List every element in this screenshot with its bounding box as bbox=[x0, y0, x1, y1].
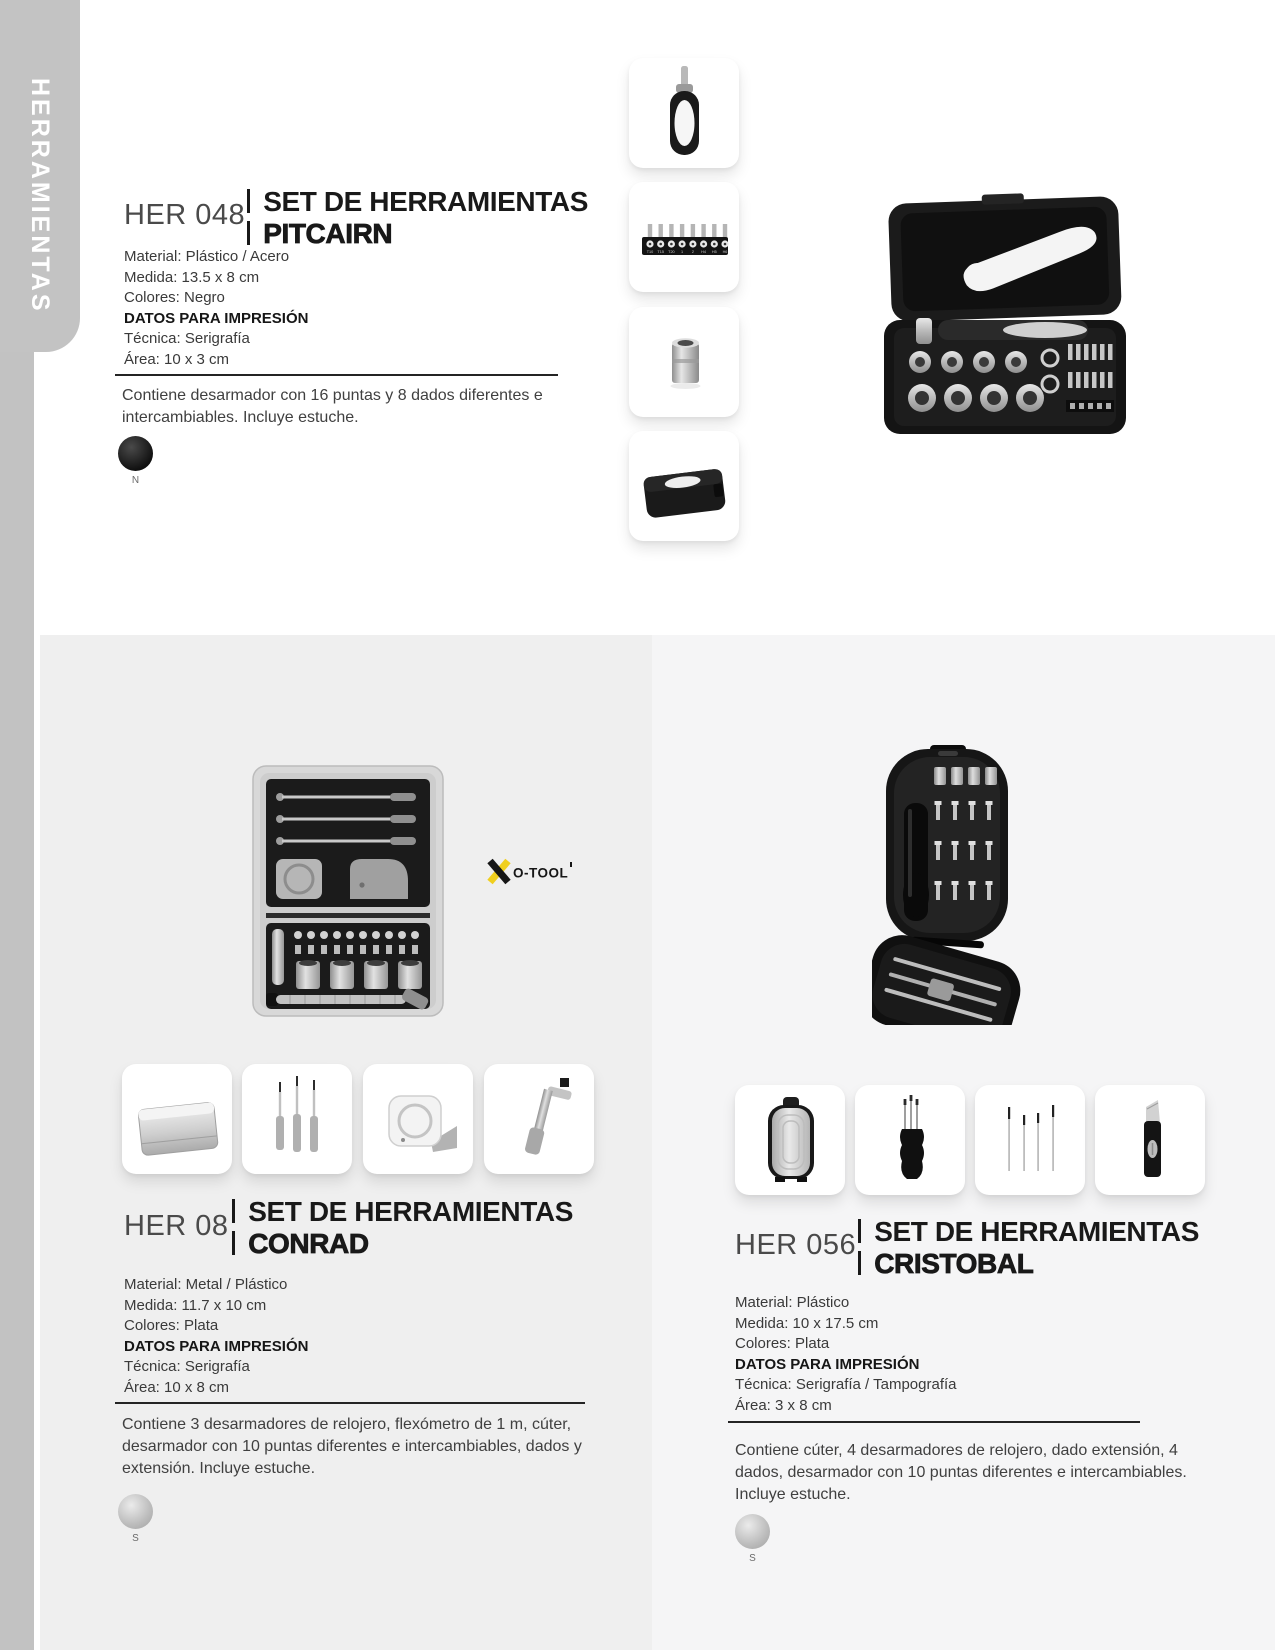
spec-area: Área: 10 x 8 cm bbox=[124, 1378, 230, 1396]
precision-screwdrivers-icon bbox=[975, 1085, 1085, 1195]
spec-tecnica: Técnica: Serigrafía bbox=[124, 1358, 250, 1376]
tape-measure-cutter-icon bbox=[363, 1064, 473, 1174]
product-code: HER 056 bbox=[735, 1229, 857, 1261]
thumbnail-card bbox=[363, 1064, 473, 1174]
title-text: CRISTOBAL bbox=[874, 1248, 1034, 1279]
thumbnail-card bbox=[242, 1064, 352, 1174]
product-title-line2 bbox=[232, 1228, 573, 1260]
title-text: PITCAIRN bbox=[263, 218, 393, 249]
product-title-line1 bbox=[232, 1196, 573, 1228]
print-specs bbox=[124, 1275, 308, 1399]
bit-label: 1 bbox=[681, 249, 684, 254]
color-swatch-label: N bbox=[131, 475, 140, 486]
color-swatch-plata bbox=[118, 1494, 153, 1529]
thumbnail-card bbox=[629, 431, 739, 541]
spec-tecnica: Técnica: Serigrafía / Tampografía bbox=[735, 1376, 957, 1394]
title-bar bbox=[247, 189, 250, 213]
description-line: extensión. Incluye estuche. bbox=[122, 1460, 316, 1477]
spec-material: Material: Plástico / Acero bbox=[124, 248, 290, 265]
product-title bbox=[858, 1216, 1199, 1280]
spec-material: Material: Metal / Plástico bbox=[124, 1276, 288, 1293]
description-line: Contiene cúter, 4 desarmadores de relojero, dado extensión, 4 bbox=[735, 1442, 1178, 1459]
brand-logo bbox=[487, 857, 575, 887]
spec-material: Material: Plástico bbox=[735, 1294, 850, 1311]
bit-strip-icon bbox=[629, 182, 739, 292]
description-line: desarmador con 10 puntas diferentes e intercambiables, dados y bbox=[122, 1438, 582, 1455]
divider-rule bbox=[115, 374, 558, 376]
category-label: HERRAMIENTAS bbox=[26, 78, 54, 314]
print-specs bbox=[735, 1293, 957, 1417]
bit-label: 2 bbox=[691, 249, 694, 254]
title-bar bbox=[232, 1231, 235, 1255]
spec-datos-header: DATOS PARA IMPRESIÓN bbox=[124, 1337, 309, 1355]
description-line: Contiene 3 desarmadores de relojero, flexómetro de 1 m, cúter, bbox=[122, 1416, 572, 1433]
description-line: Incluye estuche. bbox=[735, 1486, 851, 1503]
spec-colores: Colores: Plata bbox=[124, 1317, 219, 1335]
product-description bbox=[122, 1414, 582, 1480]
product-code: HER 048 bbox=[124, 199, 246, 231]
thumbnail-card bbox=[629, 182, 739, 292]
precision-screwdrivers-icon bbox=[242, 1064, 352, 1174]
product-code: HER 08 bbox=[124, 1210, 229, 1242]
bit-label: T15 bbox=[657, 249, 664, 254]
thumbnail-card bbox=[1095, 1085, 1205, 1195]
spec-datos-header: DATOS PARA IMPRESIÓN bbox=[735, 1355, 920, 1373]
product-title-line2 bbox=[247, 218, 588, 250]
color-swatch-label: S bbox=[749, 1553, 756, 1564]
print-specs bbox=[124, 247, 308, 371]
thumbnail-card bbox=[975, 1085, 1085, 1195]
product-photo-cristobal bbox=[872, 745, 1044, 1025]
description-line: dados, desarmador con 10 puntas diferentes e intercambiables. bbox=[735, 1464, 1187, 1481]
divider-rule bbox=[728, 1421, 1140, 1423]
thumbnail-card bbox=[484, 1064, 594, 1174]
spec-colores: Colores: Negro bbox=[124, 289, 225, 307]
title-bar bbox=[247, 221, 250, 245]
product-title-line1 bbox=[858, 1216, 1199, 1248]
title-bar bbox=[232, 1199, 235, 1223]
title-text: CONRAD bbox=[248, 1228, 369, 1259]
spec-area: Área: 3 x 8 cm bbox=[735, 1396, 832, 1414]
cutter-knife-icon bbox=[1095, 1085, 1205, 1195]
thumbnail-card bbox=[629, 58, 739, 168]
spec-medida: Medida: 10 x 17.5 cm bbox=[735, 1314, 879, 1332]
spec-tecnica: Técnica: Serigrafía bbox=[124, 330, 250, 348]
product-title bbox=[247, 186, 588, 250]
closed-silver-case-icon bbox=[122, 1064, 232, 1174]
product-title-line1 bbox=[247, 186, 588, 218]
socket-icon bbox=[629, 307, 739, 417]
bit-label: T20 bbox=[668, 249, 675, 254]
spec-colores: Colores: Plata bbox=[735, 1335, 830, 1353]
title-text: SET DE HERRAMIENTAS bbox=[874, 1216, 1199, 1247]
product-photo-pitcairn bbox=[880, 192, 1130, 444]
thumbnail-card bbox=[735, 1085, 845, 1195]
thumbnail-card bbox=[122, 1064, 232, 1174]
screwdriver-handle-icon bbox=[629, 58, 739, 168]
spec-medida: Medida: 11.7 x 10 cm bbox=[124, 1296, 267, 1314]
spec-area: Área: 10 x 3 cm bbox=[124, 350, 230, 368]
bit-label: H6 bbox=[722, 249, 728, 254]
product-description bbox=[122, 385, 543, 429]
brand-wordmark: O-TOOL bbox=[513, 865, 569, 881]
angled-driver-icon bbox=[484, 1064, 594, 1174]
spec-medida: Medida: 13.5 x 8 cm bbox=[124, 268, 260, 286]
title-bar bbox=[858, 1251, 861, 1275]
product-title bbox=[232, 1196, 573, 1260]
bit-label: H4 bbox=[701, 249, 707, 254]
color-swatch-plata bbox=[735, 1514, 770, 1549]
product-description bbox=[735, 1440, 1187, 1506]
description-line: intercambiables. Incluye estuche. bbox=[122, 409, 359, 426]
divider-rule bbox=[115, 1402, 585, 1404]
color-swatch-negro bbox=[118, 436, 153, 471]
spec-datos-header: DATOS PARA IMPRESIÓN bbox=[124, 309, 309, 327]
color-swatch-label: S bbox=[132, 1533, 139, 1544]
oval-case-icon bbox=[735, 1085, 845, 1195]
bit-label: T10 bbox=[646, 249, 654, 254]
product-photo-conrad bbox=[250, 763, 446, 1019]
title-text: SET DE HERRAMIENTAS bbox=[248, 1196, 573, 1227]
screwdriver-bits-icon bbox=[855, 1085, 965, 1195]
bit-label: H5 bbox=[711, 249, 717, 254]
title-bar bbox=[858, 1219, 861, 1243]
closed-case-icon bbox=[629, 431, 739, 541]
description-line: Contiene desarmador con 16 puntas y 8 dados diferentes e bbox=[122, 387, 543, 404]
title-text: SET DE HERRAMIENTAS bbox=[263, 186, 588, 217]
product-title-line2 bbox=[858, 1248, 1199, 1280]
thumbnail-card bbox=[629, 307, 739, 417]
thumbnail-card bbox=[855, 1085, 965, 1195]
